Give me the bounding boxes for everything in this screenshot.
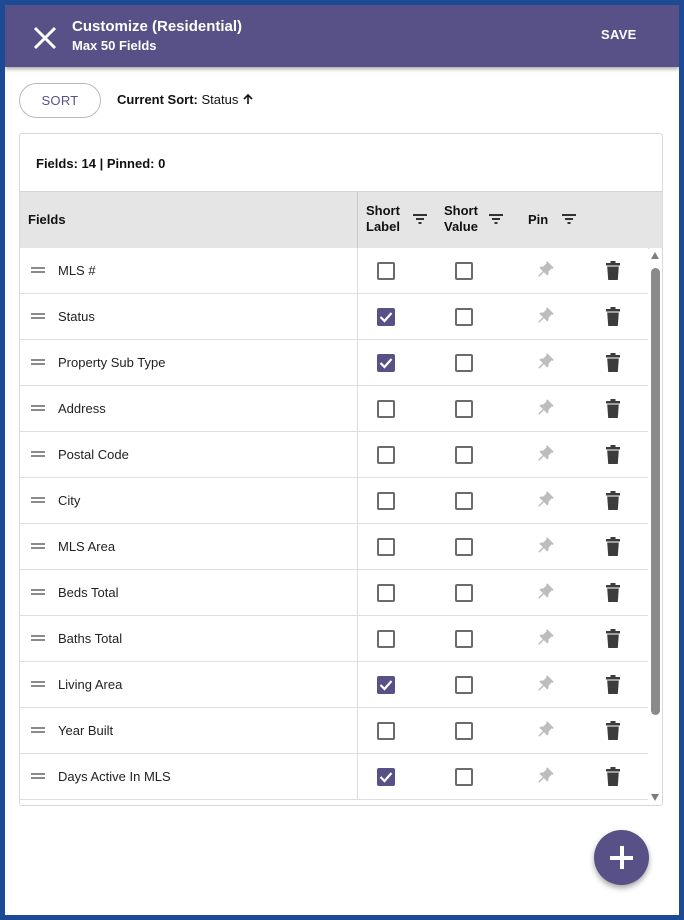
pin-icon[interactable] <box>533 536 555 558</box>
column-header-short-label <box>366 203 400 235</box>
scroll-down-icon[interactable] <box>651 794 659 801</box>
table-body <box>20 248 662 805</box>
delete-icon[interactable] <box>606 307 620 326</box>
column-divider <box>357 192 358 248</box>
short-value-checkbox[interactable] <box>455 400 473 418</box>
row-divider <box>357 524 358 570</box>
delete-icon[interactable] <box>606 491 620 510</box>
column-header-short-label-line1: Short <box>366 203 400 218</box>
row-divider <box>357 340 358 386</box>
short-label-checkbox[interactable] <box>377 400 395 418</box>
pin-icon[interactable] <box>533 490 555 512</box>
short-label-checkbox[interactable] <box>377 446 395 464</box>
short-label-checkbox[interactable] <box>377 262 395 280</box>
table-row[interactable] <box>20 340 648 386</box>
field-name: Beds Total <box>58 585 119 600</box>
pin-icon[interactable] <box>533 444 555 466</box>
field-name: MLS Area <box>58 539 116 554</box>
short-value-checkbox[interactable] <box>455 630 473 648</box>
row-divider <box>357 478 358 524</box>
table-row[interactable] <box>20 570 648 616</box>
field-name: Postal Code <box>58 447 129 462</box>
field-name: Baths Total <box>58 631 123 646</box>
row-divider <box>357 248 358 294</box>
drag-handle-icon[interactable] <box>31 359 45 367</box>
short-label-checkbox[interactable] <box>377 768 395 786</box>
pin-icon[interactable] <box>533 766 555 788</box>
dialog-subtitle: Max 50 Fields <box>72 38 157 53</box>
short-value-checkbox[interactable] <box>455 768 473 786</box>
scrollbar-thumb[interactable] <box>651 268 660 715</box>
short-value-checkbox[interactable] <box>455 262 473 280</box>
drag-handle-icon[interactable] <box>31 497 45 505</box>
delete-icon[interactable] <box>606 721 620 740</box>
row-divider <box>357 662 358 708</box>
row-divider <box>357 616 358 662</box>
short-label-checkbox[interactable] <box>377 308 395 326</box>
field-name: Days Active In MLS <box>58 769 171 784</box>
field-name: Living Area <box>58 677 123 692</box>
pin-icon[interactable] <box>533 582 555 604</box>
delete-icon[interactable] <box>606 767 620 786</box>
drag-handle-icon[interactable] <box>31 635 45 643</box>
drag-handle-icon[interactable] <box>31 405 45 413</box>
table-header <box>20 191 662 249</box>
field-name: Address <box>58 401 106 416</box>
column-header-short-value-line1: Short <box>444 203 478 218</box>
short-label-checkbox[interactable] <box>377 538 395 556</box>
row-divider <box>357 386 358 432</box>
table-row[interactable] <box>20 662 648 708</box>
delete-icon[interactable] <box>606 675 620 694</box>
pin-icon[interactable] <box>533 674 555 696</box>
row-divider <box>357 754 358 800</box>
column-header-fields: Fields <box>28 212 66 227</box>
table-row[interactable] <box>20 708 648 754</box>
short-value-checkbox[interactable] <box>455 446 473 464</box>
delete-icon[interactable] <box>606 353 620 372</box>
short-label-checkbox[interactable] <box>377 492 395 510</box>
row-divider <box>357 432 358 478</box>
short-value-checkbox[interactable] <box>455 722 473 740</box>
column-header-pin: Pin <box>528 212 549 227</box>
short-value-checkbox[interactable] <box>455 492 473 510</box>
row-divider <box>357 294 358 340</box>
field-name: City <box>58 493 81 508</box>
table-row[interactable] <box>20 294 648 340</box>
short-value-checkbox[interactable] <box>455 354 473 372</box>
add-field-button[interactable] <box>594 830 649 885</box>
short-label-checkbox[interactable] <box>377 584 395 602</box>
drag-handle-icon[interactable] <box>31 451 45 459</box>
delete-icon[interactable] <box>606 445 620 464</box>
save-button[interactable]: SAVE <box>601 27 637 42</box>
table-row[interactable] <box>20 754 648 800</box>
filter-short-value-icon[interactable] <box>489 213 503 225</box>
pin-icon[interactable] <box>533 720 555 742</box>
table-row[interactable] <box>20 616 648 662</box>
filter-short-label-icon[interactable] <box>413 213 427 225</box>
delete-icon[interactable] <box>606 629 620 648</box>
delete-icon[interactable] <box>606 583 620 602</box>
close-icon <box>30 23 60 53</box>
drag-handle-icon[interactable] <box>31 681 45 689</box>
short-value-checkbox[interactable] <box>455 538 473 556</box>
pin-icon[interactable] <box>533 352 555 374</box>
close-button[interactable] <box>30 23 60 53</box>
drag-handle-icon[interactable] <box>31 543 45 551</box>
current-sort <box>117 92 254 107</box>
plus-icon-vertical <box>620 846 624 869</box>
current-sort-label: Current Sort: <box>117 92 198 107</box>
short-label-checkbox[interactable] <box>377 676 395 694</box>
column-header-short-value-line2: Value <box>444 219 478 234</box>
short-value-checkbox[interactable] <box>455 308 473 326</box>
field-name: Status <box>58 309 95 324</box>
delete-icon[interactable] <box>606 537 620 556</box>
drag-handle-icon[interactable] <box>31 267 45 275</box>
column-header-short-value <box>444 203 478 235</box>
table-row[interactable] <box>20 432 648 478</box>
pin-icon[interactable] <box>533 398 555 420</box>
dialog-header <box>5 5 679 67</box>
filter-pin-icon[interactable] <box>562 213 576 225</box>
delete-icon[interactable] <box>606 399 620 418</box>
table-row[interactable] <box>20 524 648 570</box>
field-name: Property Sub Type <box>58 355 166 370</box>
row-divider <box>357 570 358 616</box>
pin-icon[interactable] <box>533 306 555 328</box>
short-label-checkbox[interactable] <box>377 354 395 372</box>
drag-handle-icon[interactable] <box>31 773 45 781</box>
pin-icon[interactable] <box>533 628 555 650</box>
table-row[interactable] <box>20 248 648 294</box>
field-name: MLS # <box>58 263 96 278</box>
drag-handle-icon[interactable] <box>31 727 45 735</box>
short-label-checkbox[interactable] <box>377 630 395 648</box>
drag-handle-icon[interactable] <box>31 589 45 597</box>
field-name: Year Built <box>58 723 114 738</box>
short-label-checkbox[interactable] <box>377 722 395 740</box>
table-scrollbar[interactable] <box>649 248 662 805</box>
drag-handle-icon[interactable] <box>31 313 45 321</box>
current-sort-value: Status <box>201 92 239 107</box>
pin-icon[interactable] <box>533 260 555 282</box>
delete-icon[interactable] <box>606 261 620 280</box>
arrow-up-icon <box>242 93 254 105</box>
sort-button[interactable]: SORT <box>19 83 101 118</box>
scroll-up-icon[interactable] <box>651 252 659 259</box>
fields-pinned-count: Fields: 14 | Pinned: 0 <box>36 156 166 171</box>
dialog-title: Customize (Residential) <box>72 18 243 35</box>
fields-card <box>19 133 663 806</box>
customize-dialog <box>5 5 679 915</box>
short-value-checkbox[interactable] <box>455 584 473 602</box>
row-divider <box>357 708 358 754</box>
short-value-checkbox[interactable] <box>455 676 473 694</box>
table-row[interactable] <box>20 386 648 432</box>
table-row[interactable] <box>20 478 648 524</box>
column-header-short-label-line2: Label <box>366 219 400 234</box>
